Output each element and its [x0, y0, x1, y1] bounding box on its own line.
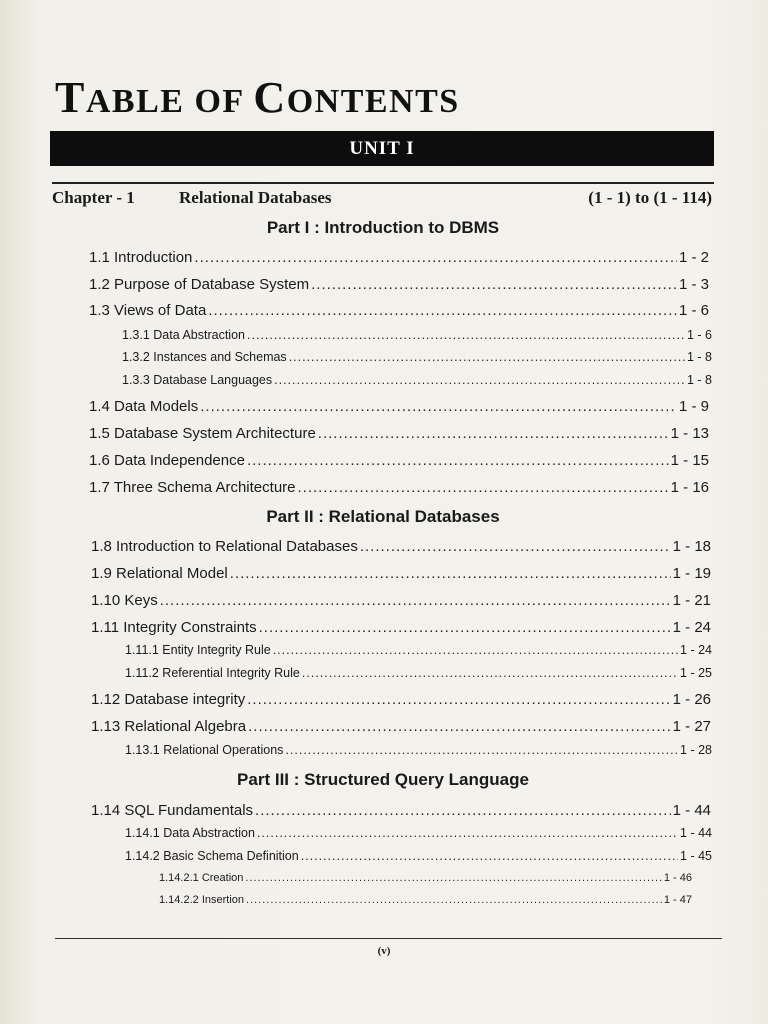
chapter-page-range: (1 - 1) to (1 - 114) [588, 188, 712, 207]
chapter-heading [52, 188, 712, 210]
toc-entry[interactable]: 1.3.1 Data Abstraction ..... 1 - 6 [122, 328, 712, 342]
toc-entry[interactable]: 1.13.1 Relational Operations ..... 1 - 28 [125, 743, 712, 757]
part-heading: Part II : Relational Databases [266, 507, 500, 526]
toc-entry[interactable]: 1.1 Introduction ..... 1 - 2 [89, 249, 709, 266]
toc-entry[interactable]: 1.12 Database integrity ..... 1 - 26 [91, 691, 711, 708]
toc-entry[interactable]: 1.4 Data Models ..... 1 - 9 [89, 398, 709, 415]
part-heading: Part III : Structured Query Language [237, 770, 529, 789]
toc-entry[interactable]: 1.14 SQL Fundamentals ..... 1 - 44 [91, 802, 711, 819]
page-number: (v) [377, 945, 391, 957]
toc-entry[interactable]: 1.3.2 Instances and Schemas ..... 1 - 8 [122, 350, 712, 364]
toc-entry[interactable]: 1.9 Relational Model ..... 1 - 19 [91, 565, 711, 582]
page-title: TABLE OF CONTENTS [55, 73, 460, 122]
toc-entry[interactable]: 1.14.2 Basic Schema Definition ..... 1 - 45 [125, 849, 712, 863]
chapter-name: Relational Databases [179, 188, 332, 207]
toc-entry[interactable]: 1.14.2.2 Insertion ..... 1 - 47 [159, 894, 692, 906]
toc-entry[interactable]: 1.14.1 Data Abstraction ..... 1 - 44 [125, 826, 712, 840]
part-heading: Part I : Introduction to DBMS [266, 218, 500, 237]
toc-entry[interactable]: 1.11.2 Referential Integrity Rule ..... 1 - 25 [125, 666, 712, 680]
toc-entry[interactable]: 1.3 Views of Data ..... 1 - 6 [89, 302, 709, 319]
unit-header: UNIT I [50, 131, 714, 166]
toc-entry[interactable]: 1.13 Relational Algebra ..... 1 - 27 [91, 718, 711, 735]
toc-entry[interactable]: 1.11 Integrity Constraints ..... 1 - 24 [91, 619, 711, 636]
footer-divider [55, 938, 722, 939]
toc-entry[interactable]: 1.7 Three Schema Architecture ..... 1 - 16 [89, 479, 709, 496]
toc-entry[interactable]: 1.2 Purpose of Database System ..... 1 - 3 [89, 276, 709, 293]
toc-entry[interactable]: 1.11.1 Entity Integrity Rule ..... 1 - 24 [125, 643, 712, 657]
toc-entry[interactable]: 1.14.2.1 Creation ..... 1 - 46 [159, 872, 692, 884]
chapter-number: Chapter - 1 [52, 188, 135, 207]
toc-entry[interactable]: 1.8 Introduction to Relational Databases ..... 1 - 18 [91, 538, 711, 555]
toc-entry[interactable]: 1.5 Database System Architecture ..... 1 - 13 [89, 425, 709, 442]
toc-entry[interactable]: 1.10 Keys ..... 1 - 21 [91, 592, 711, 609]
toc-entry[interactable]: 1.3.3 Database Languages ..... 1 - 8 [122, 373, 712, 387]
toc-entry[interactable]: 1.6 Data Independence ..... 1 - 15 [89, 452, 709, 469]
divider [52, 182, 714, 184]
